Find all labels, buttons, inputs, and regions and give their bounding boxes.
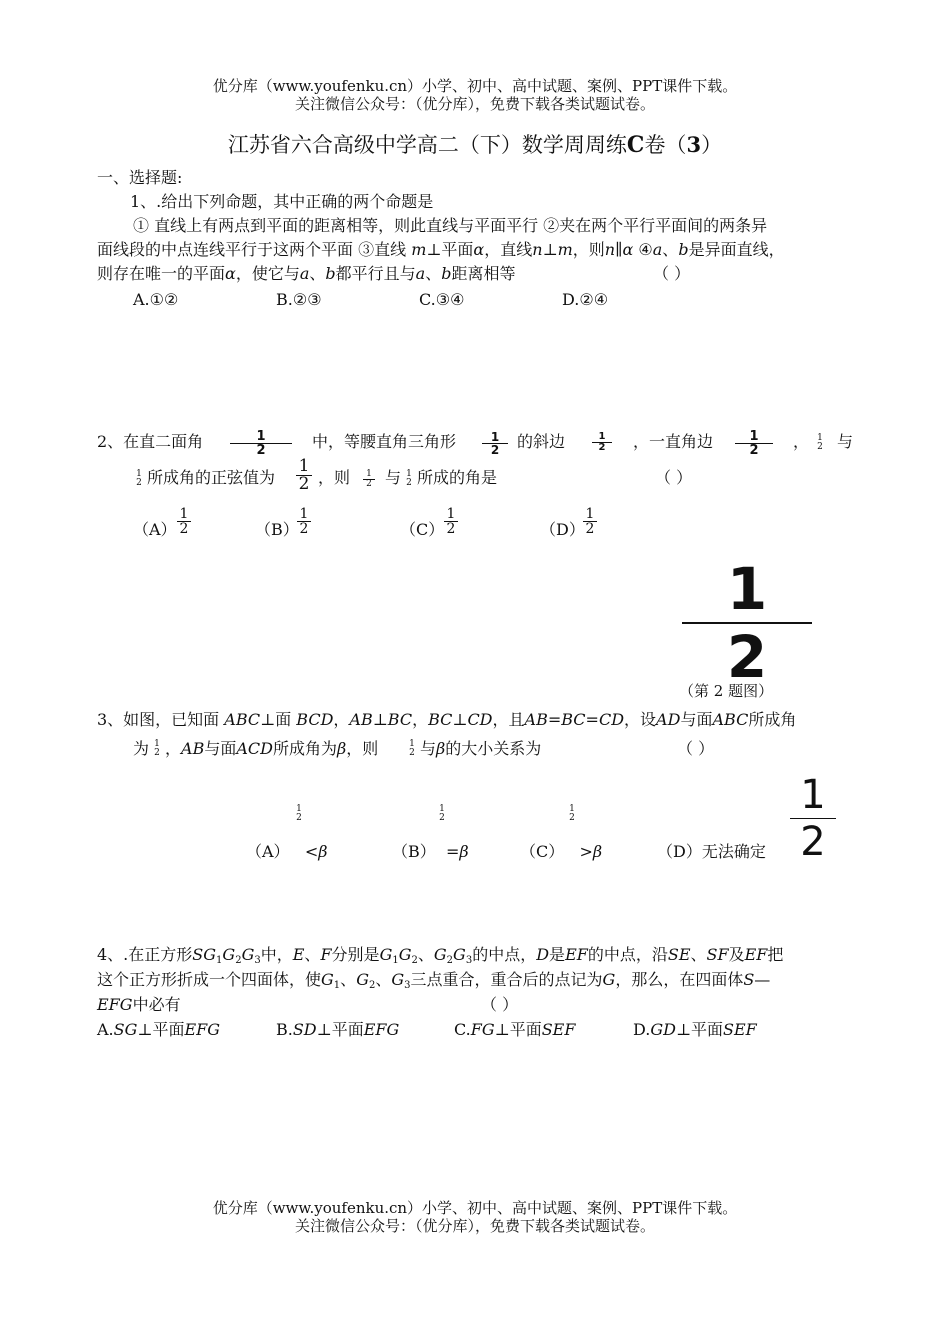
- q3-option-d: （D）无法确定: [657, 842, 766, 861]
- q1-stem: 1、.给出下列命题，其中正确的两个命题是: [130, 192, 434, 211]
- q2-option-c-label: （C）: [400, 520, 445, 539]
- header-line-2: 关注微信公众号：（优分库），免费下载各类试题试卷。: [294, 95, 655, 113]
- section-heading: 一、选择题:: [97, 168, 183, 187]
- q2-formula-plane-2: 1 2: [406, 469, 412, 488]
- q2-text-3: 的斜边: [517, 432, 566, 451]
- q1-answer-paren: （ ）: [653, 264, 691, 283]
- q2-formula-sine-value: 1 2: [296, 458, 312, 493]
- q2-text-5: ，: [793, 432, 810, 451]
- q3-option-a-formula: 1 2: [296, 804, 302, 823]
- q2-text-1: 2、在直二面角: [97, 432, 204, 451]
- q3-line-2-c: 与β的大小关系为: [420, 739, 542, 758]
- q2-option-b-value: 1 2: [297, 507, 311, 536]
- q3-formula-alpha-2: 1 2: [409, 739, 415, 758]
- q4-line-1: 4、.在正方形$SG_1G_2G_3$中，E、F分别是$G_1G_2$、$G_2G_3$的中点，D是EF的中点，沿SE、SF及EF把: [97, 945, 784, 966]
- q3-option-a: （A） <β: [246, 842, 328, 861]
- q2-formula-leg: 1 2: [735, 430, 773, 457]
- q2-formula-triangle: 1 2: [482, 431, 508, 456]
- footer-line-1: 优分库（www.youfenku.cn）小学、初中、高中试题、案例、PPT课件下载。: [212, 1199, 738, 1217]
- q2-text-8: ，则: [318, 468, 351, 487]
- q2-answer-paren: （ ）: [655, 468, 693, 487]
- q3-option-c: （C） >β: [520, 842, 603, 861]
- q4-option-c: C.FG⊥平面SEF: [454, 1020, 576, 1039]
- q3-line-1: 3、如图，已知面 ABC⊥面 BCD，AB⊥BC，BC⊥CD，且AB=BC=CD，设AD与面ABC所成角: [97, 710, 797, 729]
- q4-option-b: B.SD⊥平面EFG: [276, 1020, 400, 1039]
- q1-option-b: B.②③: [276, 290, 322, 309]
- q4-line-3: EFG中必有: [97, 995, 181, 1014]
- q3-option-c-formula: 1 2: [569, 804, 575, 823]
- q4-answer-paren: （ ）: [481, 995, 519, 1014]
- q2-formula-line: 1 2: [363, 470, 375, 489]
- q3-answer-paren: （ ）: [677, 739, 715, 758]
- q3-option-b: （B） =β: [392, 842, 469, 861]
- q3-line-2-b: ，AB与面ACD所成角为β，则: [165, 739, 379, 758]
- q2-option-b-label: （B）: [255, 520, 299, 539]
- q2-option-c-value: 1 2: [444, 507, 458, 536]
- q2-option-d-label: （D）: [540, 520, 585, 539]
- q2-option-a-value: 1 2: [177, 507, 191, 536]
- q2-figure: 1 2: [682, 560, 812, 686]
- q2-formula-plane: 1 2: [136, 469, 142, 488]
- q3-line-2-a: 为: [133, 739, 150, 758]
- header-line-1: 优分库（www.youfenku.cn）小学、初中、高中试题、案例、PPT课件下载。: [212, 77, 738, 95]
- q2-text-10: 所成的角是: [417, 468, 498, 487]
- q2-text-6: 与: [837, 432, 854, 451]
- q2-text-2: 中，等腰直角三角形: [312, 432, 457, 451]
- q4-line-2: 这个正方形折成一个四面体，使$G_1$、$G_2$、$G_3$三点重合，重合后的点记为G，那么，在四面体S—: [97, 970, 771, 991]
- q1-line-2: 面线段的中点连线平行于这两个平面 ③直线 m⊥平面α，直线n⊥m，则n∥α ④a、b是异面直线，: [97, 240, 785, 259]
- q1-line-1: ① 直线上有两点到平面的距离相等，则此直线与平面平行 ②夹在两个平行平面间的两条异: [133, 216, 768, 235]
- q1-option-a: A.①②: [133, 290, 179, 309]
- q2-formula-leg-b: 1 2: [817, 433, 823, 452]
- page-title: 江苏省六合高级中学高二（下）数学周周练C卷（3）: [227, 132, 723, 158]
- q2-formula-dihedral: 1 2: [230, 430, 292, 457]
- q2-option-a-label: （A）: [133, 520, 177, 539]
- q2-figure-caption: （第 2 题图）: [679, 682, 774, 700]
- q4-option-a: A.SG⊥平面EFG: [97, 1020, 221, 1039]
- q3-figure: 1 2: [790, 775, 836, 862]
- q4-option-d: D.GD⊥平面SEF: [633, 1020, 757, 1039]
- q2-text-4: ，一直角边: [633, 432, 714, 451]
- footer-line-2: 关注微信公众号：（优分库），免费下载各类试题试卷。: [294, 1217, 655, 1235]
- q3-formula-alpha: 1 2: [154, 739, 160, 758]
- q1-line-3: 则存在唯一的平面α，使它与a、b都平行且与a、b距离相等: [97, 264, 516, 283]
- q2-text-9: 与: [385, 468, 402, 487]
- q3-option-b-formula: 1 2: [439, 804, 445, 823]
- q1-option-c: C.③④: [419, 290, 465, 309]
- q1-option-d: D.②④: [562, 290, 609, 309]
- q2-text-7: 所成角的正弦值为: [147, 468, 276, 487]
- q2-option-d-value: 1 2: [583, 507, 597, 536]
- q2-formula-hypotenuse: 1 2: [592, 432, 612, 453]
